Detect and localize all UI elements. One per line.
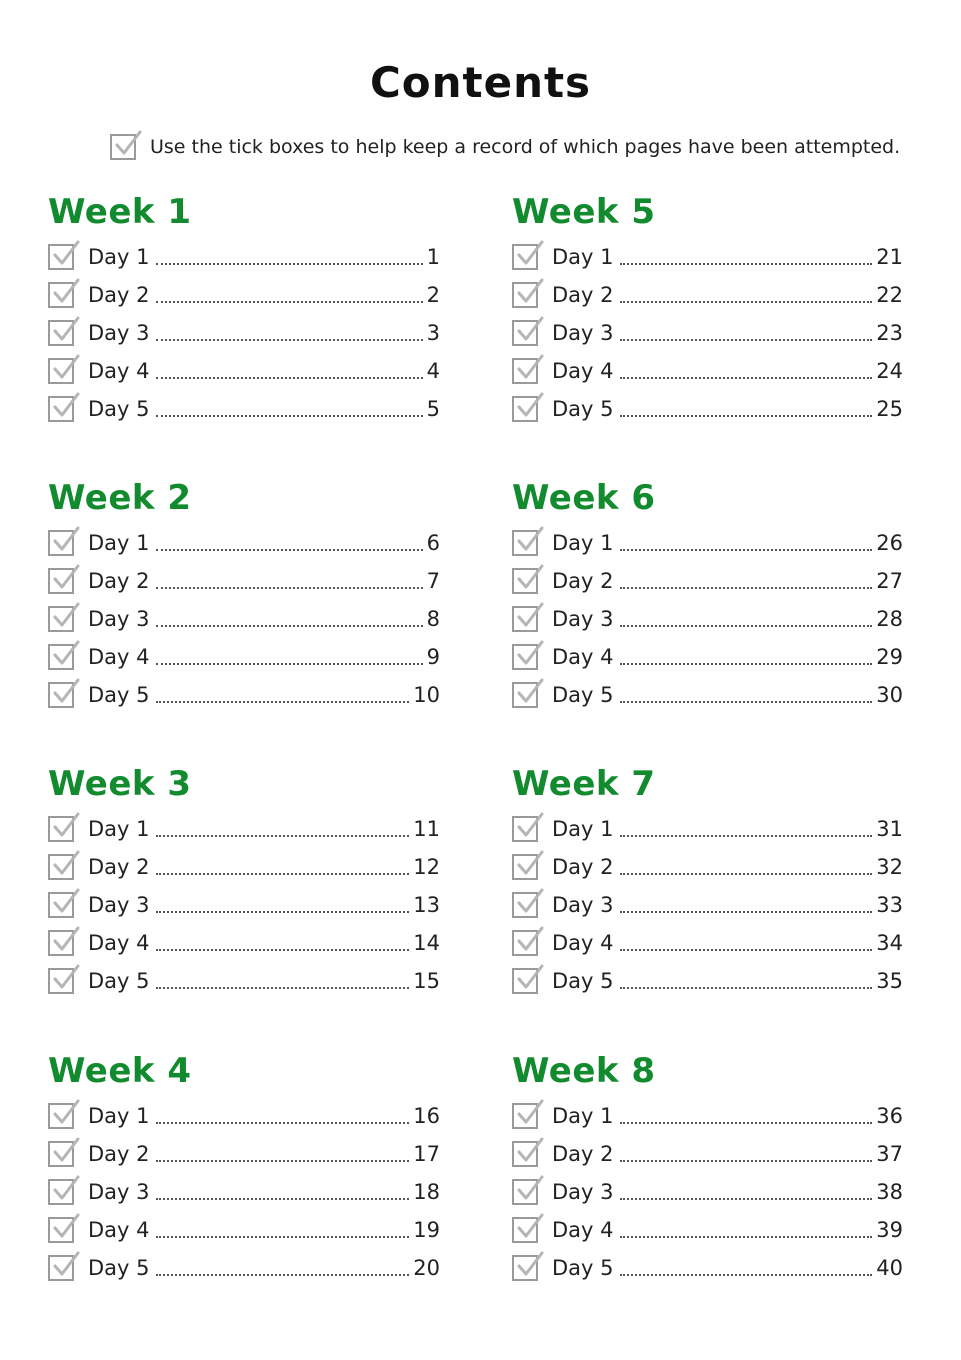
day-label: Day 2: [88, 1142, 150, 1166]
checkbox-tick-icon[interactable]: [48, 244, 74, 270]
checkbox-tick-icon[interactable]: [512, 816, 538, 842]
page-title: Contents: [369, 58, 592, 107]
contents-row: [48, 1135, 440, 1173]
dot-leader: [156, 1122, 410, 1124]
checkbox-tick-icon[interactable]: [512, 320, 538, 346]
day-label: Day 2: [552, 1142, 614, 1166]
page-number: 10: [413, 683, 440, 707]
contents-row: [512, 390, 903, 428]
page-number: 15: [413, 969, 440, 993]
dot-leader: [620, 873, 873, 875]
checkbox-tick-icon[interactable]: [48, 358, 74, 384]
week-section: [512, 1049, 903, 1287]
contents-row: [48, 886, 440, 924]
day-label: Day 3: [88, 607, 150, 631]
checkbox-tick-icon[interactable]: [512, 1103, 538, 1129]
week-section: [512, 190, 903, 428]
week-title: Week 8: [512, 1051, 656, 1091]
checkbox-tick-icon[interactable]: [512, 930, 538, 956]
contents-row: [512, 352, 903, 390]
dot-leader: [156, 1236, 410, 1238]
contents-row: [512, 562, 903, 600]
week-title: Week 5: [512, 192, 656, 232]
dot-leader: [156, 625, 423, 627]
dot-leader: [620, 625, 873, 627]
checkbox-tick-icon[interactable]: [110, 134, 136, 160]
day-label: Day 4: [88, 931, 150, 955]
page-number: 39: [876, 1218, 903, 1242]
week-section: [512, 762, 903, 1000]
contents-row: [48, 600, 440, 638]
day-label: Day 1: [88, 1104, 150, 1128]
day-label: Day 1: [88, 817, 150, 841]
dot-leader: [620, 1236, 873, 1238]
checkbox-tick-icon[interactable]: [512, 606, 538, 632]
day-label: Day 1: [88, 531, 150, 555]
contents-row: [512, 676, 903, 714]
checkbox-tick-icon[interactable]: [48, 282, 74, 308]
dot-leader: [156, 415, 423, 417]
contents-row: [512, 276, 903, 314]
checkbox-tick-icon[interactable]: [48, 606, 74, 632]
checkbox-tick-icon[interactable]: [48, 1255, 74, 1281]
dot-leader: [156, 549, 423, 551]
day-label: Day 1: [552, 817, 614, 841]
day-label: Day 5: [552, 969, 614, 993]
page-number: 23: [876, 321, 903, 345]
dot-leader: [620, 911, 873, 913]
day-label: Day 3: [88, 321, 150, 345]
day-label: Day 4: [552, 645, 614, 669]
dot-leader: [620, 1274, 873, 1276]
day-label: Day 1: [88, 245, 150, 269]
page-number: 9: [426, 645, 440, 669]
day-label: Day 3: [552, 321, 614, 345]
day-label: Day 4: [552, 931, 614, 955]
checkbox-tick-icon[interactable]: [512, 892, 538, 918]
checkbox-tick-icon[interactable]: [512, 644, 538, 670]
day-label: Day 1: [552, 245, 614, 269]
dot-leader: [620, 1122, 873, 1124]
contents-row: [48, 390, 440, 428]
day-label: Day 3: [552, 607, 614, 631]
day-label: Day 4: [552, 359, 614, 383]
contents-row: [48, 1249, 440, 1287]
checkbox-tick-icon[interactable]: [512, 968, 538, 994]
checkbox-tick-icon[interactable]: [48, 930, 74, 956]
checkbox-tick-icon[interactable]: [48, 968, 74, 994]
week-section: [48, 476, 440, 714]
week-title: Week 3: [48, 764, 192, 804]
checkbox-tick-icon[interactable]: [48, 1179, 74, 1205]
dot-leader: [620, 1198, 873, 1200]
contents-row: [512, 848, 903, 886]
checkbox-tick-icon[interactable]: [512, 1255, 538, 1281]
contents-row: [512, 1173, 903, 1211]
page-number: 25: [876, 397, 903, 421]
page-number: 3: [426, 321, 440, 345]
page-number: 27: [876, 569, 903, 593]
contents-row: [48, 314, 440, 352]
contents-row: [48, 562, 440, 600]
day-label: Day 5: [552, 1256, 614, 1280]
day-label: Day 3: [88, 1180, 150, 1204]
day-label: Day 2: [88, 855, 150, 879]
checkbox-tick-icon[interactable]: [48, 1141, 74, 1167]
checkbox-tick-icon[interactable]: [512, 530, 538, 556]
dot-leader: [156, 911, 410, 913]
week-title: Week 1: [48, 192, 192, 232]
day-label: Day 2: [88, 283, 150, 307]
dot-leader: [156, 1160, 410, 1162]
page-number: 33: [876, 893, 903, 917]
contents-row: [48, 352, 440, 390]
contents-row: [512, 524, 903, 562]
dot-leader: [620, 663, 873, 665]
contents-row: [512, 924, 903, 962]
dot-leader: [620, 339, 873, 341]
page-number: 19: [413, 1218, 440, 1242]
contents-row: [48, 638, 440, 676]
page-number: 24: [876, 359, 903, 383]
day-label: Day 1: [552, 531, 614, 555]
contents-row: [48, 848, 440, 886]
day-label: Day 4: [88, 359, 150, 383]
day-label: Day 2: [552, 283, 614, 307]
dot-leader: [156, 587, 423, 589]
dot-leader: [156, 1274, 410, 1276]
dot-leader: [156, 949, 410, 951]
page-number: 36: [876, 1104, 903, 1128]
checkbox-tick-icon[interactable]: [48, 320, 74, 346]
page-number: 38: [876, 1180, 903, 1204]
day-label: Day 2: [88, 569, 150, 593]
contents-row: [512, 962, 903, 1000]
contents-row: [48, 1211, 440, 1249]
page-number: 34: [876, 931, 903, 955]
page-number: 2: [426, 283, 440, 307]
week-section: [48, 190, 440, 428]
dot-leader: [620, 701, 873, 703]
dot-leader: [156, 263, 423, 265]
dot-leader: [156, 1198, 410, 1200]
checkbox-tick-icon[interactable]: [48, 644, 74, 670]
contents-row: [48, 276, 440, 314]
contents-row: [48, 238, 440, 276]
dot-leader: [620, 415, 873, 417]
checkbox-tick-icon[interactable]: [48, 1103, 74, 1129]
checkbox-tick-icon[interactable]: [512, 282, 538, 308]
checkbox-tick-icon[interactable]: [512, 682, 538, 708]
page-number: 14: [413, 931, 440, 955]
dot-leader: [620, 377, 873, 379]
contents-row: [512, 886, 903, 924]
dot-leader: [620, 587, 873, 589]
checkbox-tick-icon[interactable]: [48, 530, 74, 556]
dot-leader: [620, 987, 873, 989]
dot-leader: [156, 835, 410, 837]
checkbox-tick-icon[interactable]: [48, 854, 74, 880]
contents-row: [512, 810, 903, 848]
page-number: 22: [876, 283, 903, 307]
dot-leader: [156, 377, 423, 379]
week-section: [48, 762, 440, 1000]
page-number: 31: [876, 817, 903, 841]
contents-row: [48, 924, 440, 962]
day-label: Day 5: [88, 1256, 150, 1280]
dot-leader: [620, 835, 873, 837]
page-number: 29: [876, 645, 903, 669]
day-label: Day 3: [552, 893, 614, 917]
contents-row: [512, 238, 903, 276]
week-section: [48, 1049, 440, 1287]
page-number: 35: [876, 969, 903, 993]
contents-row: [48, 810, 440, 848]
dot-leader: [620, 301, 873, 303]
dot-leader: [156, 663, 423, 665]
page-number: 4: [426, 359, 440, 383]
day-label: Day 3: [88, 893, 150, 917]
checkbox-tick-icon[interactable]: [48, 568, 74, 594]
page-number: 6: [426, 531, 440, 555]
page-number: 20: [413, 1256, 440, 1280]
checkbox-tick-icon[interactable]: [48, 1217, 74, 1243]
day-label: Day 2: [552, 569, 614, 593]
checkbox-tick-icon[interactable]: [512, 396, 538, 422]
checkbox-tick-icon[interactable]: [512, 1179, 538, 1205]
dot-leader: [156, 701, 410, 703]
week-title: Week 4: [48, 1051, 192, 1091]
dot-leader: [156, 301, 423, 303]
contents-row: [512, 1249, 903, 1287]
dot-leader: [156, 873, 410, 875]
dot-leader: [620, 949, 873, 951]
week-title: Week 7: [512, 764, 656, 804]
day-label: Day 5: [552, 683, 614, 707]
page-number: 5: [426, 397, 440, 421]
page-number: 40: [876, 1256, 903, 1280]
day-label: Day 3: [552, 1180, 614, 1204]
checkbox-tick-icon[interactable]: [48, 816, 74, 842]
checkbox-tick-icon[interactable]: [48, 892, 74, 918]
day-label: Day 4: [552, 1218, 614, 1242]
page-number: 7: [426, 569, 440, 593]
page-number: 17: [413, 1142, 440, 1166]
contents-row: [48, 676, 440, 714]
dot-leader: [156, 339, 423, 341]
checkbox-tick-icon[interactable]: [48, 682, 74, 708]
dot-leader: [620, 263, 873, 265]
day-label: Day 5: [552, 397, 614, 421]
week-title: Week 2: [48, 478, 192, 518]
contents-row: [512, 638, 903, 676]
day-label: Day 4: [88, 1218, 150, 1242]
page-number: 37: [876, 1142, 903, 1166]
page-number: 16: [413, 1104, 440, 1128]
day-label: Day 5: [88, 683, 150, 707]
day-label: Day 4: [88, 645, 150, 669]
page-number: 8: [426, 607, 440, 631]
day-label: Day 2: [552, 855, 614, 879]
contents-row: [48, 524, 440, 562]
checkbox-tick-icon[interactable]: [512, 1217, 538, 1243]
day-label: Day 5: [88, 397, 150, 421]
checkbox-tick-icon[interactable]: [512, 244, 538, 270]
checkbox-tick-icon[interactable]: [48, 396, 74, 422]
page-number: 21: [876, 245, 903, 269]
contents-row: [48, 962, 440, 1000]
page-number: 1: [426, 245, 440, 269]
page-number: 11: [413, 817, 440, 841]
intro-text: Use the tick boxes to help keep a record of which pages have been attempted.: [150, 136, 901, 158]
page-number: 18: [413, 1180, 440, 1204]
week-title: Week 6: [512, 478, 656, 518]
dot-leader: [620, 549, 873, 551]
page-number: 30: [876, 683, 903, 707]
contents-row: [512, 1211, 903, 1249]
contents-row: [512, 1097, 903, 1135]
contents-row: [48, 1173, 440, 1211]
page-number: 28: [876, 607, 903, 631]
contents-row: [512, 314, 903, 352]
contents-row: [512, 1135, 903, 1173]
day-label: Day 1: [552, 1104, 614, 1128]
checkbox-tick-icon[interactable]: [512, 854, 538, 880]
page-number: 12: [413, 855, 440, 879]
dot-leader: [156, 987, 410, 989]
contents-row: [48, 1097, 440, 1135]
dot-leader: [620, 1160, 873, 1162]
checkbox-tick-icon[interactable]: [512, 358, 538, 384]
checkbox-tick-icon[interactable]: [512, 1141, 538, 1167]
week-section: [512, 476, 903, 714]
page-number: 13: [413, 893, 440, 917]
contents-row: [512, 600, 903, 638]
intro-note: [110, 134, 900, 160]
page-number: 26: [876, 531, 903, 555]
checkbox-tick-icon[interactable]: [512, 568, 538, 594]
day-label: Day 5: [88, 969, 150, 993]
page-number: 32: [876, 855, 903, 879]
